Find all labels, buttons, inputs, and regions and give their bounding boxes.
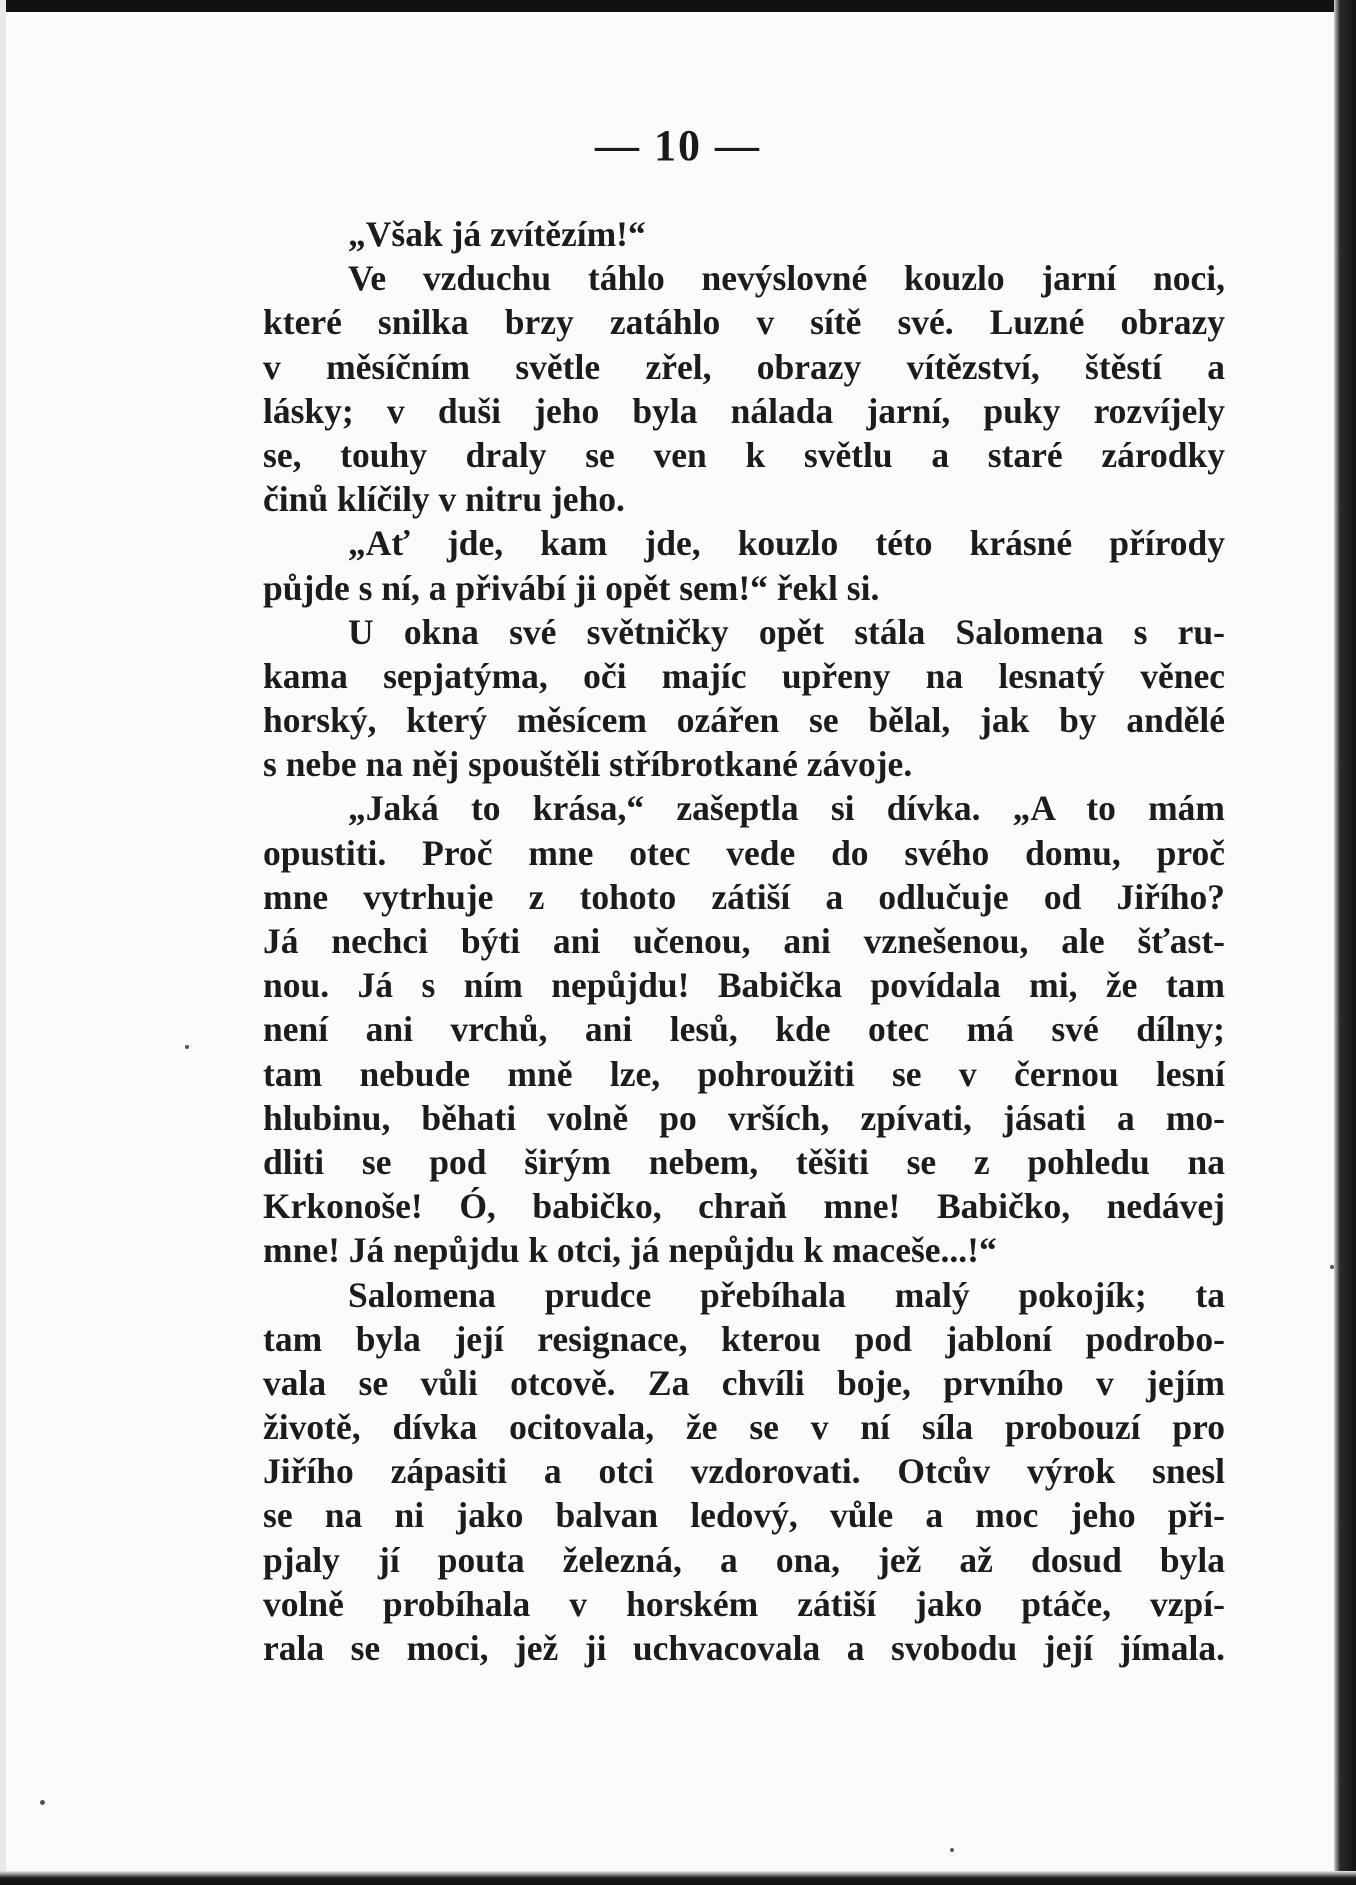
text-line: se na ni jako balvan ledový, vůle a moc jeho při-	[263, 1495, 1225, 1536]
text-line: půjde s ní, a přivábí ji opět sem!“ řekl si.	[263, 567, 880, 608]
text-line: mne vytrhuje z tohoto zátiší a odlučuje od Jiřího?	[263, 876, 1225, 917]
scan-edge-bottom	[0, 1871, 1356, 1885]
text-line: kama sepjatýma, oči majíc upřeny na lesnatý věnec	[263, 655, 1225, 696]
text-line: které snilka brzy zatáhlo v sítě své. Luzné obrazy	[263, 302, 1225, 343]
scan-speck	[950, 1848, 954, 1852]
text-line: dliti se pod širým nebem, těšiti se z pohledu na	[263, 1141, 1225, 1182]
text-line: s nebe na něj spouštěli stříbrotkané závoje.	[263, 744, 913, 785]
text-line: „Jaká to krása,“ zašeptla si dívka. „A to mám	[348, 788, 1225, 829]
text-line: životě, dívka ocitovala, že se v ní síla probouzí pro	[263, 1407, 1225, 1448]
scan-edge-top	[0, 0, 1356, 12]
text-line: se, touhy draly se ven k světlu a staré zárodky	[263, 434, 1225, 475]
text-line: „Však já zvítězím!“	[348, 214, 646, 254]
scan-speck	[40, 1800, 45, 1805]
text-line: v měsíčním světle zřel, obrazy vítězství, štěstí a	[263, 346, 1225, 387]
text-line: Jiřího zápasiti a otci vzdorovati. Otcův výrok snesl	[263, 1451, 1225, 1492]
body-text	[263, 212, 1225, 1670]
scan-edge-left	[0, 0, 6, 1885]
text-line: hlubinu, běhati volně po vrších, zpívati, jásati a mo-	[263, 1097, 1225, 1138]
text-line: lásky; v duši jeho byla nálada jarní, puky rozvíjely	[263, 390, 1225, 431]
text-line: vala se vůli otcově. Za chvíli boje, prvního v jejím	[263, 1362, 1225, 1403]
scan-speck	[185, 1045, 189, 1049]
text-line: opustiti. Proč mne otec vede do svého domu, proč	[263, 832, 1225, 873]
scan-speck	[1330, 1265, 1334, 1269]
page-number: — 10 —	[595, 121, 761, 170]
text-line: rala se moci, jež ji uchvacovala a svobodu její jímala.	[263, 1628, 1225, 1668]
text-line: horský, který měsícem ozářen se bělal, jak by andělé	[263, 700, 1225, 741]
text-line: U okna své světničky opět stála Salomena s ru-	[348, 611, 1225, 652]
text-line: Já nechci býti ani učenou, ani vznešenou, ale šťast-	[263, 921, 1225, 961]
text-line: tam nebude mně lze, pohroužiti se v černou lesní	[263, 1053, 1225, 1094]
text-line: mne! Já nepůjdu k otci, já nepůjdu k maceše...!“	[263, 1230, 997, 1271]
text-line: Ve vzduchu táhlo nevýslovné kouzlo jarní noci,	[348, 258, 1225, 299]
text-line: volně probíhala v horském zátiší jako ptáče, vzpí-	[263, 1583, 1225, 1624]
text-line: činů klíčily v nitru jeho.	[263, 479, 625, 520]
text-line: nou. Já s ním nepůjdu! Babička povídala mi, že tam	[263, 965, 1225, 1006]
text-line: „Ať jde, kam jde, kouzlo této krásné přírody	[348, 523, 1225, 564]
text-line: Krkonoše! Ó, babičko, chraň mne! Babičko, nedávej	[263, 1186, 1225, 1227]
text-line: tam byla její resignace, kterou pod jabloní podrobo-	[263, 1318, 1225, 1359]
text-line: pjaly jí pouta železná, a ona, jež až dosud byla	[263, 1539, 1225, 1580]
text-line: Salomena prudce přebíhala malý pokojík; ta	[348, 1274, 1225, 1315]
scan-edge-right	[1334, 0, 1356, 1885]
text-line: není ani vrchů, ani lesů, kde otec má své dílny;	[263, 1009, 1225, 1050]
